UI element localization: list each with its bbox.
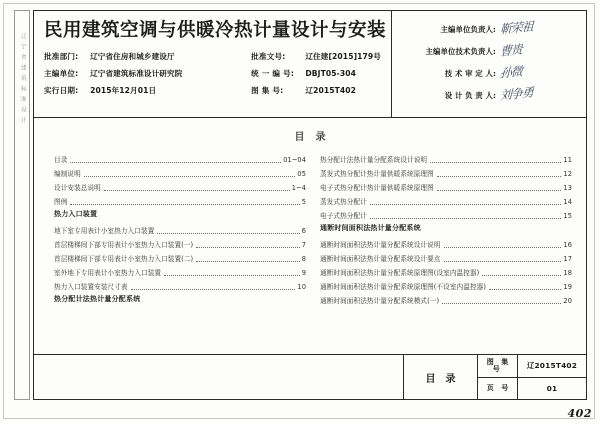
- contents-leader-dots: [196, 247, 299, 248]
- approval-doc-value: 辽住建[2015]179号: [305, 51, 381, 61]
- contents-entry-page: 16: [563, 241, 572, 250]
- chief-unit-tech-leader-label: 主编单位技术负责人:: [425, 46, 496, 56]
- contents-entry-page: 10: [297, 283, 306, 292]
- page-stamp: 402: [567, 407, 592, 420]
- effective-date-label: 实行日期:: [44, 86, 79, 96]
- effective-date-value: 2015年12月01日: [90, 86, 157, 96]
- contents-leader-dots: [370, 204, 562, 205]
- contents-entry-title: 热力入口装置安装尺寸表: [54, 283, 128, 292]
- signature: 孙微: [499, 64, 523, 81]
- contents-entry[interactable]: [320, 236, 572, 250]
- contents-entry-page: 13: [563, 184, 572, 193]
- contents-entry-title: 目录: [54, 156, 68, 165]
- contents-entry[interactable]: [54, 193, 306, 207]
- contents-entry[interactable]: [320, 179, 572, 193]
- page-number-label: 页 号: [478, 378, 518, 400]
- header-signature-block: [392, 11, 586, 117]
- contents-entry[interactable]: [54, 264, 306, 278]
- contents-column-right: [320, 151, 572, 307]
- contents-entry-title: 编制说明: [54, 170, 81, 179]
- contents-entry-page: 17: [563, 255, 572, 264]
- contents-entry[interactable]: [54, 236, 306, 250]
- chief-unit-tech-leader-signature-cell: [496, 40, 580, 62]
- signature: 靳荣祖: [499, 18, 534, 37]
- contents-entry-page: 1~4: [291, 184, 306, 193]
- contents-entry-page: 6: [301, 227, 306, 236]
- sheet-name: 目录: [404, 355, 478, 399]
- contents-entry-page: 14: [563, 198, 572, 207]
- contents-entry[interactable]: [54, 165, 306, 179]
- contents-group-heading: 热分配计法热计量分配系统: [54, 295, 141, 303]
- atlas-no-label: 图 集 号:: [251, 86, 284, 96]
- contents-entry-title: 通断时间面积法热计量分配系统原理图(不设室内温控器): [320, 283, 486, 292]
- drawing-frame: [33, 10, 587, 400]
- table-row: [398, 85, 580, 107]
- contents-entry-page: 15: [563, 212, 572, 221]
- contents-leader-dots: [442, 303, 561, 304]
- contents-entry[interactable]: [320, 193, 572, 207]
- approval-dept-label: 批准部门:: [44, 51, 79, 61]
- editor-unit-label: 主编单位:: [44, 68, 79, 78]
- unified-no-label: 统 一 编 号:: [251, 68, 295, 78]
- contents-group-heading: 通断时间面积法热计量分配系统: [320, 224, 421, 232]
- page-title: 民用建筑空调与供暖冷热计量设计与安装: [44, 20, 387, 41]
- table-row: [44, 47, 381, 64]
- contents-entry[interactable]: [320, 207, 572, 221]
- contents-entry[interactable]: [320, 278, 572, 292]
- contents-column-left: [54, 151, 306, 307]
- design-leader-label: 设 计 负 责 人:: [444, 91, 496, 101]
- contents-leader-dots: [489, 289, 561, 290]
- table-row: [398, 18, 580, 40]
- contents-entry-title: 蒸发式热分配计热计量供暖系统原理图: [320, 170, 434, 179]
- approval-doc-label: 批准文号:: [251, 51, 286, 61]
- title-block-blank-cell: [34, 355, 404, 399]
- table-row: [398, 62, 580, 84]
- contents-entry-title: 设计安装总说明: [54, 184, 101, 193]
- contents-entry[interactable]: [54, 222, 306, 236]
- chief-unit-leader-label: 主编单位负责人:: [440, 24, 496, 34]
- contents-entry[interactable]: [54, 179, 306, 193]
- design-leader-signature-cell: [496, 85, 580, 107]
- contents-entry-title: 图例: [54, 198, 68, 207]
- signature: 曹贵: [499, 42, 523, 59]
- contents-entry-title: 通断时间面积法热计量分配系统原理图(设室内温控器): [320, 269, 480, 278]
- contents-entry-title: 首层楼梯间下部专用表计小室热力入口装置(一): [54, 241, 194, 250]
- contents-leader-dots: [104, 190, 290, 191]
- contents-entry[interactable]: [320, 250, 572, 264]
- contents-leader-dots: [70, 162, 281, 163]
- contents-leader-dots: [196, 261, 299, 262]
- contents-entry-page: 5: [301, 198, 306, 207]
- contents-leader-dots: [84, 176, 296, 177]
- contents-leader-dots: [131, 289, 296, 290]
- contents-entry[interactable]: [320, 264, 572, 278]
- table-row: [44, 65, 381, 82]
- side-strip-label: 辽宁省建筑标准设计: [19, 33, 26, 128]
- contents-entry-title: 通断时间面积法热计量分配系统设计说明: [320, 241, 441, 250]
- atlas-number-label: 图 集 号: [478, 355, 518, 377]
- contents-entry[interactable]: [54, 151, 306, 165]
- contents-leader-dots: [164, 275, 300, 276]
- title-block-ids: [478, 355, 586, 399]
- page-number-row: [478, 378, 586, 400]
- page-number-value: 01: [546, 383, 558, 393]
- contents-leader-dots: [370, 218, 562, 219]
- title-block: [34, 354, 586, 399]
- left-binding-strip: [14, 10, 30, 400]
- contents-entry-page: 12: [563, 170, 572, 179]
- contents-entry-page: 19: [563, 283, 572, 292]
- contents-entry-page: 05: [297, 170, 306, 179]
- contents-entry-title: 地下室专用表计小室热力入口装置: [54, 227, 155, 236]
- contents-entry-title: 首层楼梯间下部专用表计小室热力入口装置(二): [54, 255, 194, 264]
- contents-entry-title: 热分配计法热计量分配系统设计说明: [320, 156, 428, 165]
- contents-entry-title: 室外地下专用表计小室热力入口装置: [54, 269, 162, 278]
- atlas-no-value: 辽2015T402: [305, 86, 357, 96]
- contents-entry[interactable]: [320, 292, 572, 306]
- contents-entry-title: 电子式热分配计热计量供暖系统原理图: [320, 184, 434, 193]
- table-row: [44, 82, 381, 99]
- unified-no-value: DBJT05-304: [305, 68, 357, 78]
- contents-leader-dots: [70, 204, 299, 205]
- signature-table: [398, 18, 580, 107]
- contents-leader-dots: [444, 247, 562, 248]
- signature: 刘争勇: [499, 85, 534, 103]
- contents-entry[interactable]: [320, 165, 572, 179]
- contents-entry[interactable]: [54, 250, 306, 264]
- contents-entry-title: 蒸发式热分配计: [320, 198, 367, 207]
- contents-entry-page: 01~04: [283, 156, 306, 165]
- contents-group-heading: 热力入口装置: [54, 210, 98, 218]
- contents-entry-page: 20: [563, 297, 572, 306]
- atlas-number-row: [478, 355, 586, 378]
- title-header: [34, 11, 586, 118]
- contents-entry-title: 通断时间面积法热计量分配系统设计要点: [320, 255, 441, 264]
- contents-entry-page: 11: [563, 156, 572, 165]
- contents-entry[interactable]: [320, 151, 572, 165]
- contents-leader-dots: [482, 275, 561, 276]
- editor-unit-value: 辽宁省建筑标准设计研究院: [90, 68, 183, 78]
- contents-entry-title: 通断时间面积法热计量分配系统模式(一): [320, 297, 440, 306]
- contents-columns: [34, 151, 586, 307]
- header-left-block: [34, 11, 392, 117]
- contents-body: [34, 118, 586, 356]
- contents-entry-title: 电子式热分配计: [320, 212, 367, 221]
- atlas-meta-table: [44, 47, 381, 99]
- contents-leader-dots: [430, 162, 561, 163]
- tech-reviewer-label: 技 术 审 定 人:: [444, 68, 496, 78]
- contents-entry-page: 7: [301, 241, 306, 250]
- contents-entry-page: 9: [301, 269, 306, 278]
- atlas-number-value: 辽2015T402: [526, 361, 578, 371]
- table-row: [398, 40, 580, 62]
- approval-dept-value: 辽宁省住房和城乡建设厅: [90, 51, 175, 61]
- contents-heading: 目录: [294, 132, 337, 143]
- tech-reviewer-signature-cell: [496, 62, 580, 84]
- contents-leader-dots: [157, 233, 299, 234]
- contents-entry-page: 8: [301, 255, 306, 264]
- contents-entry-page: 18: [563, 269, 572, 278]
- contents-leader-dots: [444, 261, 562, 262]
- contents-leader-dots: [437, 176, 562, 177]
- contents-leader-dots: [437, 190, 562, 191]
- contents-entry[interactable]: [54, 278, 306, 292]
- chief-unit-leader-signature-cell: [496, 18, 580, 40]
